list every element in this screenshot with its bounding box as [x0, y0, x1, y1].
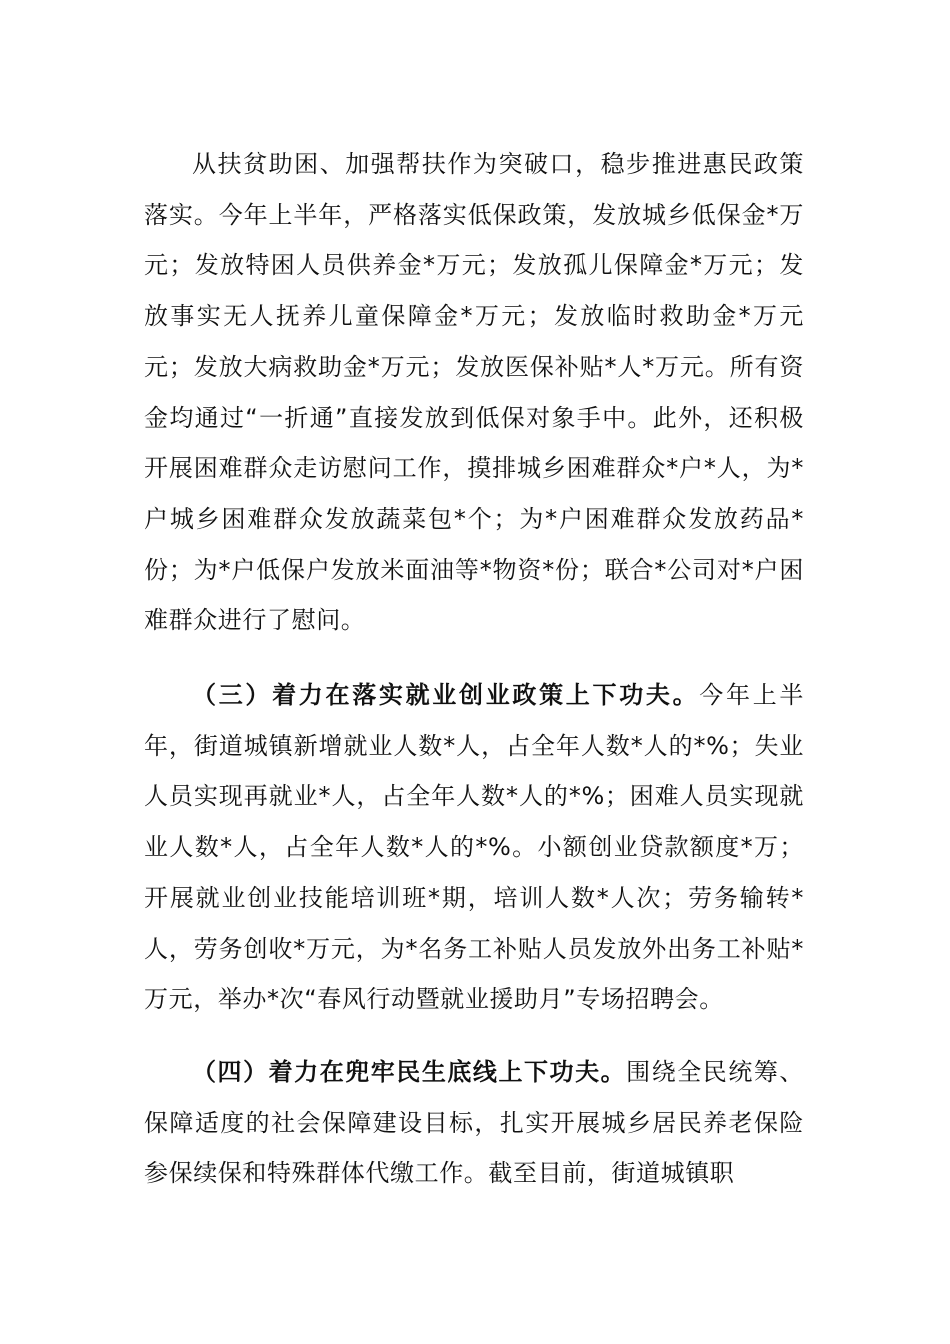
- paragraph-poverty-relief: [144, 139, 804, 646]
- paragraph-employment: [144, 670, 804, 1025]
- paragraph-body: 围绕全民统筹、保障适度的社会保障建设目标，扎实开展城乡居民养老保险参保续保和特殊群体代缴工作。截至目前，街道城镇职: [144, 1058, 805, 1188]
- section-heading: （三）着力在落实就业创业政策上下功夫。: [192, 681, 700, 709]
- paragraph-body: 从扶贫助困、加强帮扶作为突破口，稳步推进惠民政策落实。今年上半年，严格落实低保政策，发放城乡低保金*万元；发放特困人员供养金*万元；发放孤儿保障金*万元；发放事实无人抚养儿童保障金*万元；发放临时救助金*万元元；发放大病救助金*万元；发放医保补贴*人*万元。所有资金均通过“一折通”直接发放到低保对象手中。此外，还积极开展困难群众走访慰问工作，摸排城乡困难群众*户*人，为*户城乡困难群众发放蔬菜包*个；为*户困难群众发放药品*份；为*户低保户发放米面油等*物资*份；联合*公司对*户困难群众进行了慰问。: [144, 150, 804, 635]
- paragraph-body: 今年上半年，街道城镇新增就业人数*人，占全年人数*人的*%；失业人员实现再就业*人，占全年人数*人的*%；困难人员实现就业人数*人，占全年人数*人的*%。小额创业贷款额度*万；开展就业创业技能培训班*期，培训人数*人次；劳务输转*人，劳务创收*万元，为*名务工补贴人员发放外出务工补贴*万元，举办*次“春风行动暨就业援助月”专场招聘会。: [144, 681, 804, 1014]
- section-heading: （四）着力在兜牢民生底线上下功夫。: [192, 1058, 627, 1086]
- paragraph-livelihood: [144, 1047, 804, 1199]
